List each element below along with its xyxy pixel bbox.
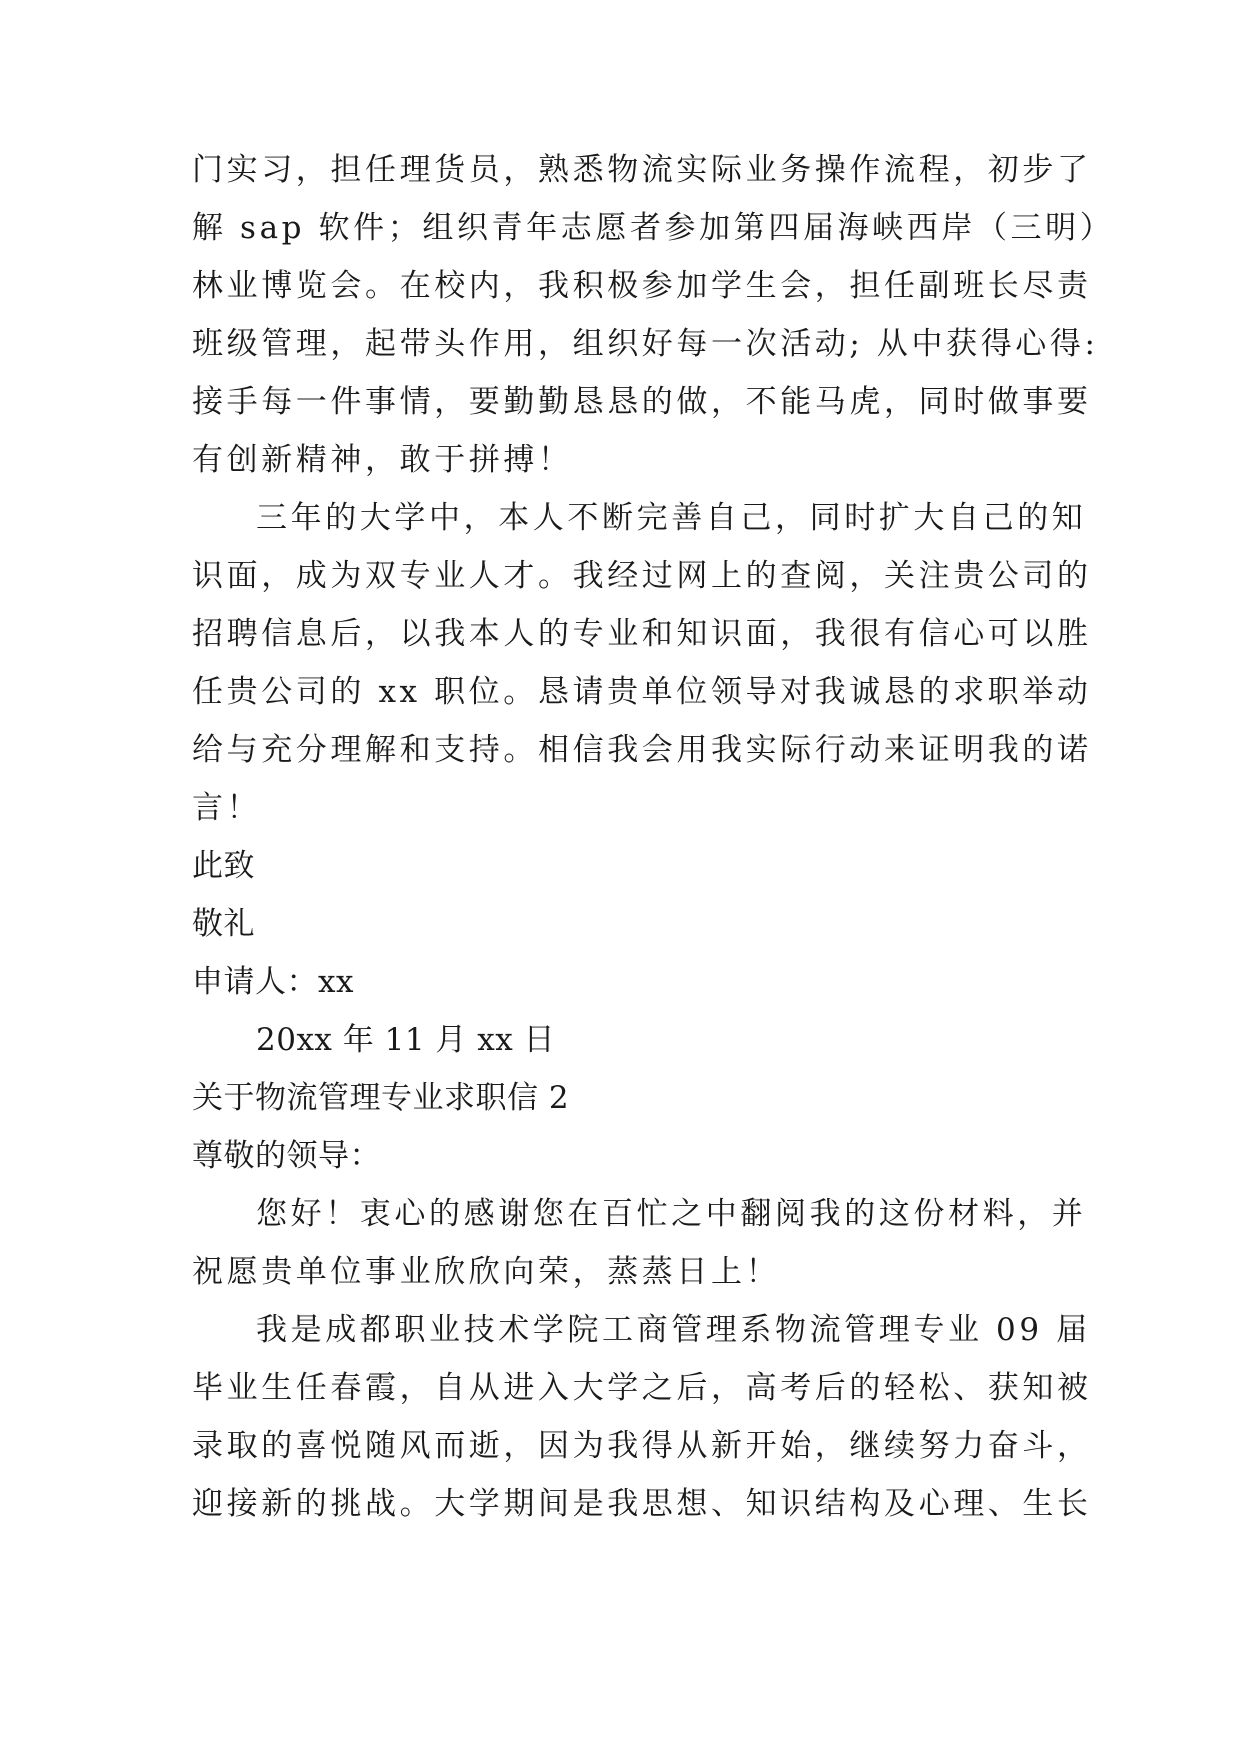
applicant-signature: 申请人：xx (192, 964, 354, 1000)
body-line: 给与充分理解和支持。相信我会用我实际行动来证明我的诺 (192, 732, 1092, 768)
body-line: 任贵公司的 xx 职位。恳请贵单位领导对我诚恳的求职举动 (192, 674, 1092, 710)
body-line: 祝愿贵单位事业欣欣向荣，蒸蒸日上！ (192, 1254, 781, 1290)
paragraph-start-line: 您好！衷心的感谢您在百忙之中翻阅我的这份材料，并 (256, 1196, 1087, 1232)
paragraph-start-line: 我是成都职业技术学院工商管理系物流管理专业 09 届 (256, 1312, 1091, 1348)
body-line: 门实习，担任理货员，熟悉物流实际业务操作流程，初步了 (192, 152, 1092, 188)
closing-regards: 敬礼 (192, 906, 255, 942)
body-line: 解 sap 软件；组织青年志愿者参加第四届海峡西岸（三明） (192, 210, 1115, 246)
body-line: 录取的喜悦随风而逝，因为我得从新开始，继续努力奋斗， (192, 1428, 1092, 1464)
closing-salutation: 此致 (192, 848, 255, 884)
body-line: 有创新精神，敢于拼搏！ (192, 442, 573, 478)
body-line: 迎接新的挑战。大学期间是我思想、知识结构及心理、生长 (192, 1486, 1092, 1522)
body-line: 言！ (192, 790, 262, 826)
body-line: 识面，成为双专业人才。我经过网上的查阅，关注贵公司的 (192, 558, 1092, 594)
section-title: 关于物流管理专业求职信 2 (192, 1080, 570, 1116)
letter-date: 20xx 年 11 月 xx 日 (256, 1022, 556, 1058)
body-line: 班级管理，起带头作用，组织好每一次活动; 从中获得心得: (192, 326, 1099, 362)
body-line: 毕业生任春霞，自从进入大学之后，高考后的轻松、获知被 (192, 1370, 1092, 1406)
body-line: 接手每一件事情，要勤勤恳恳的做，不能马虎，同时做事要 (192, 384, 1092, 420)
body-line: 招聘信息后，以我本人的专业和知识面，我很有信心可以胜 (192, 616, 1092, 652)
body-line: 林业博览会。在校内，我积极参加学生会，担任副班长尽责 (192, 268, 1092, 304)
greeting: 尊敬的领导： (192, 1138, 381, 1174)
paragraph-start-line: 三年的大学中，本人不断完善自己，同时扩大自己的知 (256, 500, 1087, 536)
